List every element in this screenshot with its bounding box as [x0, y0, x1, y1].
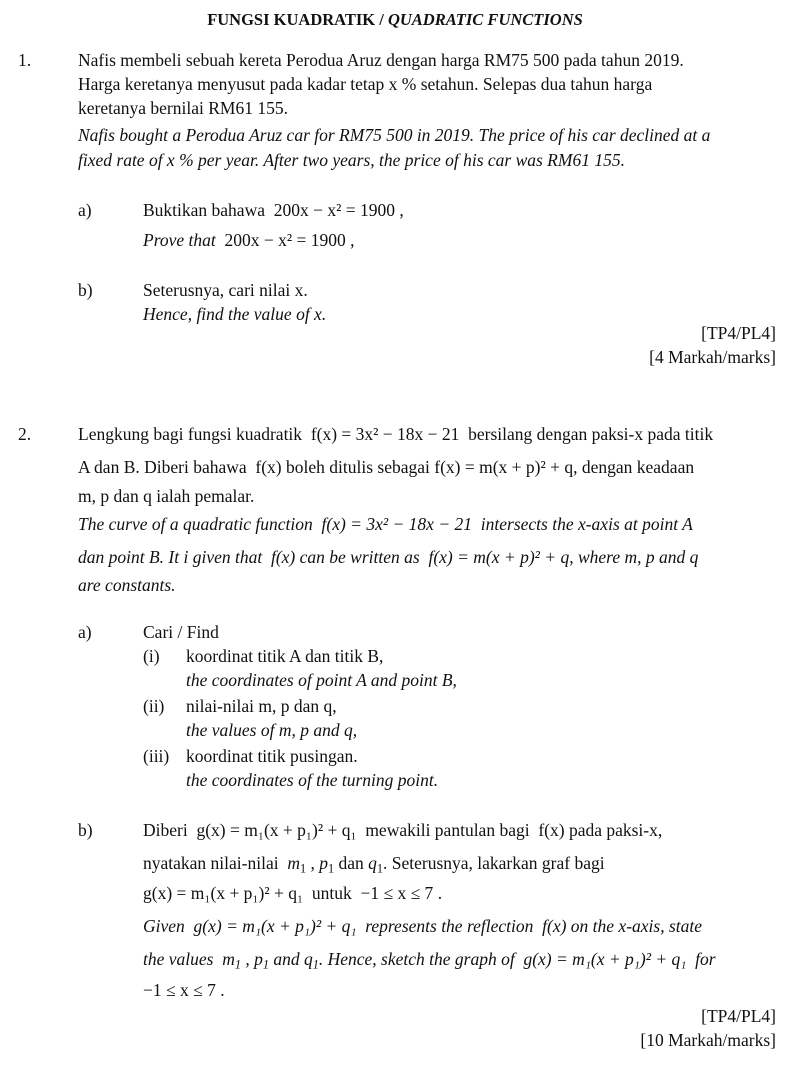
q2-b1-end: pada paksi-x,: [568, 820, 663, 840]
q2-item-ii-ms: nilai-nilai m, p dan q,: [186, 696, 337, 716]
q2-b5-mid: . Hence, sketch the graph of: [318, 949, 515, 969]
q1-level: [TP4/PL4]: [701, 323, 776, 343]
q2-b3-end: .: [437, 883, 443, 903]
q2-b6-end: .: [220, 980, 225, 1000]
q1-line-2: Harga keretanya menyusut pada kadar tetap x % setahun. Selepas dua tahun harga: [78, 74, 653, 94]
q2-l5-pre: dan point B. It i given that: [78, 547, 263, 567]
q1-a-en-text: Prove that: [143, 230, 216, 250]
q2-b-line-5: [143, 948, 716, 975]
q1-b-en: Hence, find the value of x.: [143, 304, 327, 324]
q2-item-i-en: the coordinates of point A and point B,: [186, 670, 457, 690]
q2-b-label: b): [78, 820, 93, 840]
q2-b3-mid: untuk: [311, 883, 352, 903]
q1-a-ms-text: Buktikan bahawa: [143, 200, 265, 220]
q2-b-line-2: [143, 852, 605, 879]
q2-number: 2.: [18, 424, 32, 444]
q2-l2-pre: A dan B. Diberi bahawa: [78, 457, 247, 477]
q2-l4-pre: The curve of a quadratic function: [78, 514, 313, 534]
q1-a-en: [143, 229, 354, 251]
q2-form-expr-en: f(x) = m(x + p)² + q: [428, 547, 570, 567]
q2-range-expr-2: −1 ≤ x ≤ 7: [143, 980, 216, 1000]
q1-a-ms: [143, 199, 404, 221]
q2-function-expr-en: f(x) = 3x² − 18x − 21: [321, 514, 473, 534]
q2-l2-post: , dengan keadaan: [573, 457, 695, 477]
q2-b1-fx: f(x): [538, 820, 565, 840]
q2-item-i-ms: koordinat titik A dan titik B,: [186, 646, 384, 666]
q2-line-3: m, p dan q ialah pemalar.: [78, 486, 255, 506]
q1-b-label: b): [78, 280, 93, 300]
q2-l5-post: , where m, p and q: [569, 547, 699, 567]
q2-b-line-1: [143, 819, 662, 841]
q2-l2-mid: boleh ditulis sebagai: [286, 457, 430, 477]
q2-item-ii-en: the values of m, p and q,: [186, 720, 358, 740]
q2-range-expr: −1 ≤ x ≤ 7: [360, 883, 434, 903]
q1-a-label: a): [78, 200, 92, 220]
q2-b5-vars: $m_1$ , $p_1$ and $q_1$: [222, 949, 319, 972]
q2-a-head: Cari / Find: [143, 622, 219, 642]
q2-g-expr-3: g(x) = m₁(x + p₁)² + q₁: [193, 916, 357, 936]
q2-line-1: [78, 423, 713, 445]
q1-line-4: Nafis bought a Perodua Aruz car for RM75 500 in 2019. The price of his car declined at a: [78, 125, 711, 145]
q2-line-2: [78, 456, 694, 478]
q2-g-expr: g(x) = m₁(x + p₁)² + q₁: [196, 820, 357, 840]
q2-b4-post: on the x-axis, state: [570, 916, 703, 936]
q2-item-iii-ms: koordinat titik pusingan.: [186, 746, 358, 766]
q2-form-expr: f(x) = m(x + p)² + q: [434, 457, 574, 477]
q2-g-expr-2: g(x) = m₁(x + p₁)² + q₁: [143, 883, 304, 903]
page-title: [0, 9, 790, 31]
q2-b2-post: . Seterusnya, lakarkan graf bagi: [383, 853, 605, 873]
q2-b4-mid: represents the reflection: [365, 916, 534, 936]
q2-l4-post: intersects the x-axis at point A: [480, 514, 693, 534]
q2-item-iii-num: (iii): [143, 746, 170, 766]
q2-b4-pre: Given: [143, 916, 185, 936]
q2-g-expr-4: g(x) = m₁(x + p₁)² + q₁: [523, 949, 687, 969]
q2-a-label: a): [78, 622, 92, 642]
q1-a-equation-en: 200x − x² = 1900 ,: [224, 230, 355, 250]
q2-function-expr: f(x) = 3x² − 18x − 21: [310, 424, 460, 444]
q1-line-3: keretanya bernilai RM61 155.: [78, 98, 288, 118]
q2-fx: f(x): [255, 457, 282, 477]
q2-b4-fx: f(x): [542, 916, 567, 936]
q1-a-equation-ms: 200x − x² = 1900 ,: [273, 200, 404, 220]
q2-b1-pre: Diberi: [143, 820, 188, 840]
q1-line-5: fixed rate of x % per year. After two years, the price of his car was RM61 155.: [78, 150, 625, 170]
q2-line-5: [78, 546, 698, 568]
q2-item-iii-en: the coordinates of the turning point.: [186, 770, 439, 790]
q2-b-line-6: [143, 979, 225, 1001]
q2-marks: [10 Markah/marks]: [640, 1030, 776, 1050]
q1-line-1: Nafis membeli sebuah kereta Perodua Aruz dengan harga RM75 500 pada tahun 2019.: [78, 50, 684, 70]
q2-l1-post: bersilang dengan paksi-x pada titik: [468, 424, 714, 444]
q2-item-i-num: (i): [143, 646, 160, 666]
q2-item-ii-num: (ii): [143, 696, 165, 716]
title-italic: QUADRATIC FUNCTIONS: [387, 10, 583, 29]
q2-b5-post: for: [695, 949, 716, 969]
q2-b-line-3: [143, 882, 442, 904]
q2-l5-mid: can be written as: [299, 547, 420, 567]
q2-b-line-4: [143, 915, 702, 937]
q1-b-ms: Seterusnya, cari nilai x.: [143, 280, 308, 300]
q2-b2-vars: $m_1$ , $p_1$ dan $q_1$: [287, 853, 383, 876]
q2-b5-pre: the values: [143, 949, 214, 969]
q2-fx-en: f(x): [270, 547, 296, 567]
q2-line-4: [78, 513, 693, 535]
q1-marks: [4 Markah/marks]: [649, 347, 776, 367]
q2-level: [TP4/PL4]: [701, 1006, 776, 1026]
q2-b2-pre: nyatakan nilai-nilai: [143, 853, 279, 873]
title-main: FUNGSI KUADRATIK /: [207, 10, 388, 29]
q2-b1-post: mewakili pantulan bagi: [365, 820, 530, 840]
q2-l1-pre: Lengkung bagi fungsi kuadratik: [78, 424, 303, 444]
q2-line-6: are constants.: [78, 575, 176, 595]
q1-number: 1.: [18, 50, 32, 70]
